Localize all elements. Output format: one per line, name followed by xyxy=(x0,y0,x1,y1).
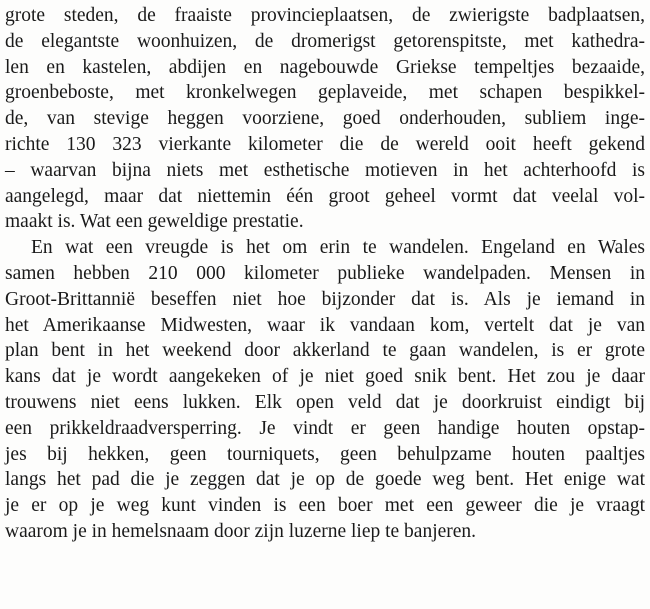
text-line: len en kastelen, abdijen en nagebouwde Griekse tempeltjes bezaaide, xyxy=(5,56,645,78)
text-line: Groot-Brittannië beseffen niet hoe bijzonder dat is. Als je iemand in xyxy=(5,288,645,310)
body-text xyxy=(5,3,645,545)
paragraph-2 xyxy=(5,235,645,545)
text-line: kans dat je wordt aangekeken of je niet goed snik bent. Het zou je daar xyxy=(5,366,645,388)
text-line: richte 130 323 vierkante kilometer die de wereld ooit heeft gekend xyxy=(5,133,645,155)
text-line: het Amerikaanse Midwesten, waar ik vandaan kom, vertelt dat je van xyxy=(5,314,645,336)
text-line: de elegantste woonhuizen, de dromerigst getorenspitste, met kathedra- xyxy=(5,30,645,52)
text-line: je er op je weg kunt vinden is een boer met een geweer die je vraagt xyxy=(5,495,645,517)
text-line: een prikkeldraadversperring. Je vindt er geen handige houten opstap- xyxy=(5,417,645,439)
text-line: de, van stevige heggen voorziene, goed onderhouden, subliem inge- xyxy=(5,108,645,130)
text-line: En wat een vreugde is het om erin te wandelen. Engeland en Wales xyxy=(31,237,645,259)
text-line: groenbeboste, met kronkelwegen geplaveide, met schapen bespikkel- xyxy=(5,82,645,104)
text-line: waarom je in hemelsnaam door zijn luzerne liep te banjeren. xyxy=(5,520,477,542)
text-line: grote steden, de fraaiste provincieplaatsen, de zwierigste badplaatsen, xyxy=(5,5,645,26)
text-line: plan bent in het weekend door akkerland te gaan wandelen, is er grote xyxy=(5,340,645,362)
text-line: trouwens niet eens lukken. Elk open veld dat je doorkruist eindigt bij xyxy=(5,391,645,413)
text-line: maakt is. Wat een geweldige prestatie. xyxy=(5,211,304,233)
text-line: langs het pad die je zeggen dat je op de goede weg bent. Het enige wat xyxy=(5,469,645,491)
text-line: – waarvan bijna niets met esthetische motieven in het achterhoofd is xyxy=(5,159,645,181)
text-line: aangelegd, maar dat niettemin één groot geheel vormt dat veelal vol- xyxy=(5,185,645,207)
text-line: jes bij hekken, geen tourniquets, geen behulpzame houten paaltjes xyxy=(5,443,645,465)
text-line: samen hebben 210 000 kilometer publieke wandelpaden. Mensen in xyxy=(5,262,645,284)
paragraph-1 xyxy=(5,3,645,235)
